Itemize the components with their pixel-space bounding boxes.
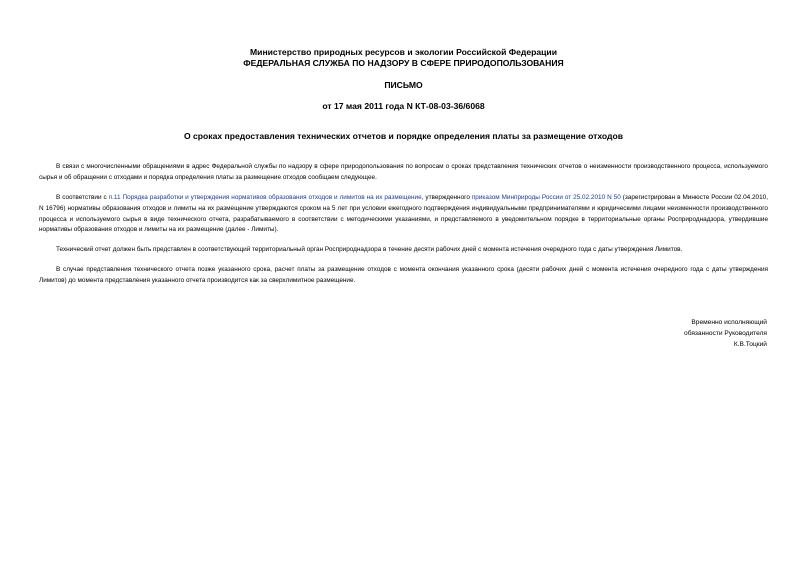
paragraph-regulation [39, 193, 768, 236]
signature-name: К.В.Тоцкий [733, 341, 767, 348]
paragraph-report-deadline: Технический отчет должен быть представлен в соответствующий территориальный орган Росприроднадзора в течение десяти рабочих дней с момента истечения очередного года с даты утверждения Лимитов. [56, 246, 683, 253]
signature-position-line1: Временно исполняющий [691, 319, 767, 326]
link-procedure-clause-11[interactable]: п.11 Порядка разработки и утверждения нормативов образования отходов и лимитов на их размещение [108, 194, 422, 201]
paragraph-regulation-text-end: (зарегистрирован в Минюсте России 02.04.2010, N 16796) нормативы образования отходов и лимиты на их размещение утверждаются сроком на 5 лет при условии ежегодного подтверждения индивидуальными предпринимателями и юридическими лицами неизменности производственного процесса и используемого сырья в виде технического отчета, разрабатываемого в соответствии с методическими указаниями, и представляемого в уведомительном порядке в территориальные органы Росприроднадзора, утвердившие нормативы образования отходов и лимиты на их размещение (далее - Лимиты). [39, 194, 768, 234]
document-type: ПИСЬМО [384, 80, 423, 90]
service-name: ФЕДЕРАЛЬНАЯ СЛУЖБА ПО НАДЗОРУ В СФЕРЕ ПРИРОДОПОЛЬЗОВАНИЯ [243, 58, 564, 68]
document-date-number: от 17 мая 2011 года N КТ-08-03-36/6068 [322, 101, 485, 111]
ministry-name: Министерство природных ресурсов и экологии Российской Федерации [250, 47, 557, 57]
paragraph-regulation-text-middle: , утвержденного [421, 194, 472, 201]
link-order-minprirody-50[interactable]: приказом Минприроды России от 25.02.2010 N 50 [471, 194, 621, 201]
signature-block [684, 317, 767, 350]
paragraph-regulation-text-start: В соответствии с [56, 194, 109, 201]
paragraph-late-report: В случае представления технического отчета позже указанного срока, расчет платы за размещение отходов с момента окончания указанного срока (десяти рабочих дней с момента истечения очередного года с даты утверждения Лимитов) до момента представления указанного отчета производится как за сверхлимитное размещение. [39, 266, 768, 284]
document-subject: О сроках предоставления технических отчетов и порядке определения платы за размещение отходов [183, 131, 624, 141]
signature-position-line2: обязанности Руководителя [684, 330, 767, 337]
paragraph-intro: В связи с многочисленными обращениями в адрес Федеральной службы по надзору в сфере природопользования по вопросам о сроках представления технических отчетов о неизменности производственного процесса, используемого сырья и об обращении с отходами и порядка определения платы за размещение отходов сообщаем следующее. [39, 163, 768, 181]
